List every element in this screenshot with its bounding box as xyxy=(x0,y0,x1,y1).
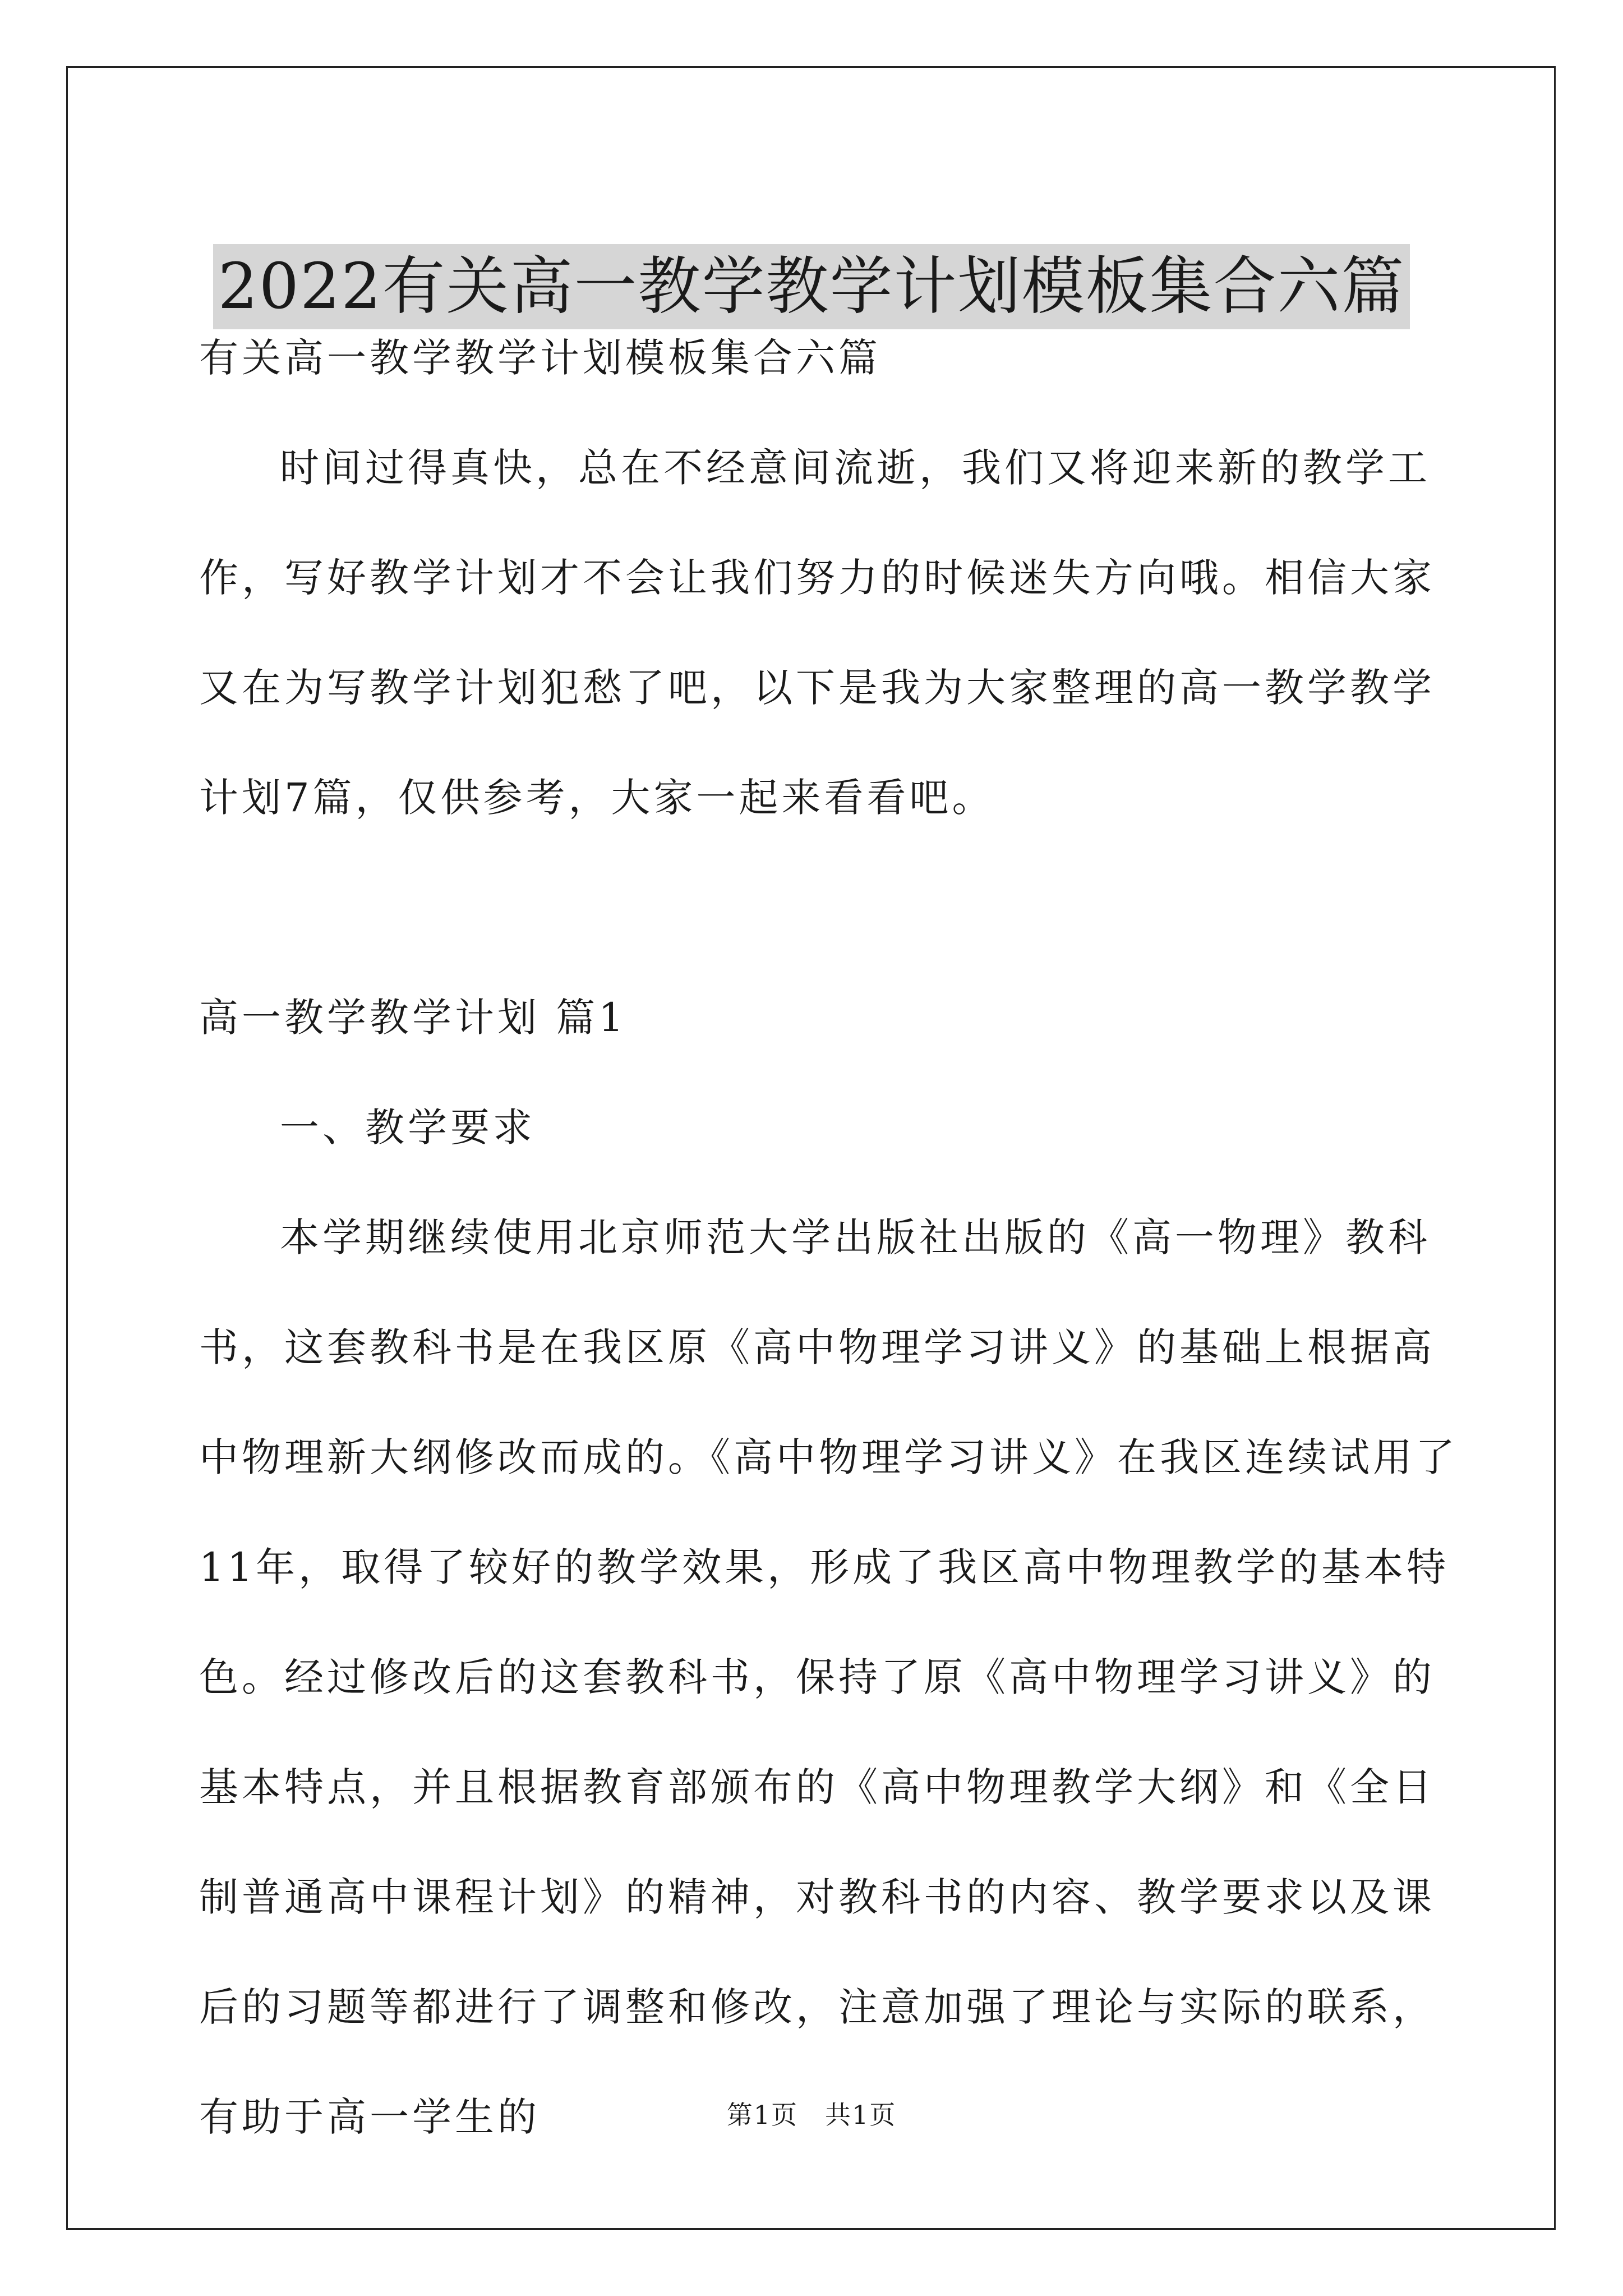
page-number-current: 第1页 xyxy=(726,2100,798,2130)
document-title: 2022有关高一教学教学计划模板集合六篇 xyxy=(213,244,1409,329)
section-heading: 高一教学教学计划 篇1 xyxy=(199,995,627,1041)
page-number-total: 共1页 xyxy=(825,2100,897,2130)
document-body xyxy=(199,303,1461,2172)
subsection-heading: 一、教学要求 xyxy=(280,1105,536,1151)
body-paragraph: 本学期继续使用北京师范大学出版社出版的《高一物理》教科书，这套教科书是在我区原《高中物理学习讲义》的基础上根据高中物理新大纲修改而成的。《高中物理学习讲义》在我区连续试用了11年，取得了较好的教学效果，形成了我区高中物理教学的基本特色。经过修改后的这套教科书，保持了原《高中物理学习讲义》的基本特点，并且根据教育部颁布的《高中物理教学大纲》和《全日制普通高中课程计划》的精神，对教科书的内容、教学要求以及课后的习题等都进行了调整和修改，注意加强了理论与实际的联系，有助于高一学生的 xyxy=(199,1214,1458,2140)
page-footer xyxy=(0,2098,1623,2132)
intro-paragraph: 时间过得真快，总在不经意间流逝，我们又将迎来新的教学工作，写好教学计划才不会让我们努力的时候迷失方向哦。相信大家又在为写教学计划犯愁了吧，以下是我为大家整理的高一教学教学计划7篇，仅供参考，大家一起来看看吧。 xyxy=(199,445,1435,821)
document-subtitle: 有关高一教学教学计划模板集合六篇 xyxy=(199,335,881,381)
